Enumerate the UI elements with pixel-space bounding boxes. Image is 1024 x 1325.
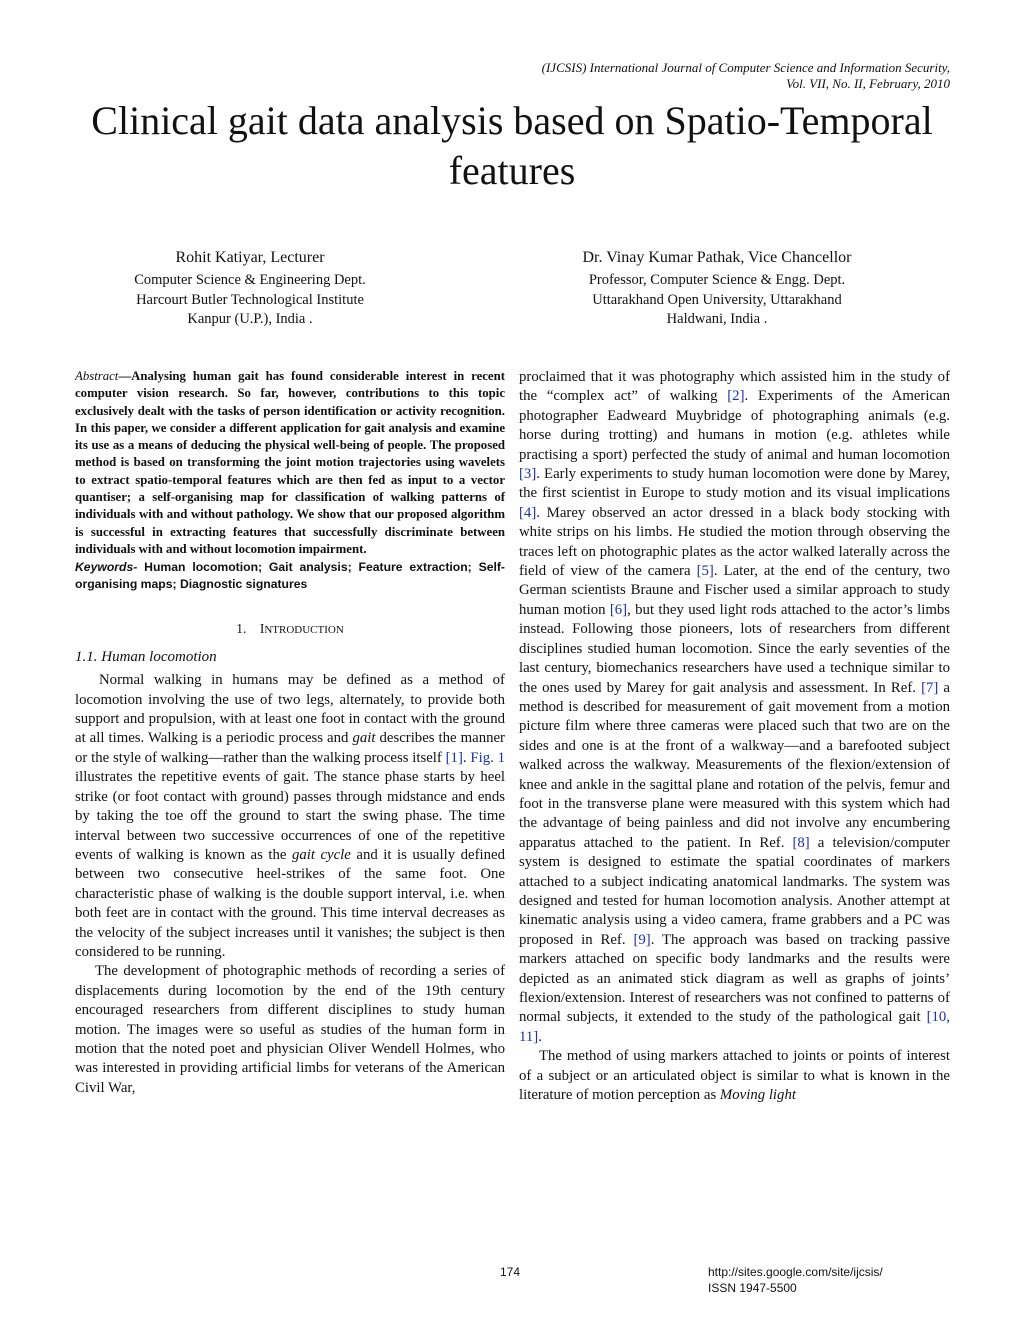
citation-link[interactable]: [3] bbox=[519, 466, 537, 483]
paper-title bbox=[60, 96, 964, 196]
author-name: Rohit Katiyar, Lecturer bbox=[175, 249, 325, 266]
author-place: Haldwani, India . bbox=[666, 311, 768, 327]
page-number: 174 bbox=[500, 1265, 521, 1279]
keywords-label: Keywords- bbox=[75, 560, 138, 575]
author-block-2 bbox=[527, 248, 907, 330]
author-name: Dr. Vinay Kumar Pathak, Vice Chancellor bbox=[582, 249, 852, 266]
abstract bbox=[75, 368, 505, 558]
journal-volume: Vol. VII, No. II, February, 2010 bbox=[786, 76, 950, 91]
author-dept: Professor, Computer Science & Engg. Dept. bbox=[588, 272, 846, 288]
citation-link[interactable]: [9] bbox=[633, 931, 651, 948]
text-run: , but they used light rods attached to the actor’s limbs instead. Following those pioneers, lots of researchers from different disciplines studied human locomotion. Since the early seventies of the last century, biomechanics researchers have used a technique similar to the ones used by Marey for gait analysis and assessment. In Ref. bbox=[519, 601, 950, 696]
text-run: . Marey observed an actor dressed in a black body stocking with white strips on his limbs. He studied the motion through observing the traces left on photographic plates as the actor walked laterally across the field of view of the camera bbox=[519, 504, 950, 580]
footer-url[interactable]: http://sites.google.com/site/ijcsis/ bbox=[708, 1265, 883, 1279]
citation-link[interactable]: [10, 11] bbox=[519, 1009, 950, 1045]
footer-info bbox=[708, 1264, 883, 1296]
text-run: Normal walking in humans may be defined as a method of locomotion involving the use of two legs, alternately, to provide both support and propulsion, with at least one foot in contact with the ground at all times. Walking is a periodic process and bbox=[75, 672, 505, 747]
paragraph bbox=[519, 368, 950, 1047]
text-run: . Experiments of the American photographer Eadweard Muybridge of photographing animals (e.g. horse during trotting) and humans in motion (e.g. athletes while practising a sport) perfected the study of animal and human locomotion bbox=[519, 388, 950, 463]
text-run: . Early experiments to study human locomotion were done by Marey, the first scientist in Europe to study motion and its visual implications bbox=[519, 466, 950, 502]
footer-issn: ISSN 1947-5500 bbox=[708, 1281, 797, 1295]
paragraph: The development of photographic methods of recording a series of displacements during locomotion by the end of the 19th century encouraged researchers from different disciplines to study human motion. The images were so useful as studies of the human form in motion that the noted poet and physician Oliver Wendell Holmes, who was interested in providing artificial limbs for veterans of the American Civil War, bbox=[75, 963, 505, 1096]
journal-name: (IJCSIS) International Journal of Computer Science and Information Security, bbox=[541, 60, 950, 75]
citation-link[interactable]: [4] bbox=[519, 504, 537, 521]
journal-header bbox=[542, 60, 950, 92]
author-institution: Uttarakhand Open University, Uttarakhand bbox=[592, 291, 842, 308]
keywords-text: Human locomotion; Gait analysis; Feature extraction; Self-organising maps; Diagnostic signatures bbox=[75, 560, 505, 592]
text-run: . The approach was based on tracking passive markers attached on specific body landmarks and the results were depicted as an animated stick diagram as well as graphs of joints’ flexion/extension. Interest of researchers was not confined to patterns of normal subjects, it extended to the study of the pathological gait bbox=[519, 931, 950, 1026]
author-institution: Harcourt Butler Technological Institute bbox=[136, 291, 364, 308]
author-place: Kanpur (U.P.), India . bbox=[187, 311, 313, 327]
text-run: a method is described for measurement of gait movement from a motion picture film where three cameras were placed such that two are on the sides and one is at the front of a walkway—and a barefooted subject walked across the walkway. Measurements of the flexion/extension of knee and ankle in the sagittal plane and rotation of the pelvis, femur and foot in the transverse plane were measured with this system which had the advantage of being painless and did not involve any encumbering apparatus attached to the patient. In Ref. bbox=[519, 679, 950, 851]
paragraph bbox=[75, 671, 505, 962]
section-number: 1. bbox=[236, 621, 247, 637]
citation-link[interactable]: [6] bbox=[609, 601, 628, 618]
section-title-rest: NTRODUCTION bbox=[264, 624, 344, 637]
text-run: . bbox=[462, 749, 471, 766]
text-run: The method of using markers attached to joints or points of interest of a subject or an articulated object is similar to what is known in the literature of motion perception as bbox=[519, 1048, 950, 1104]
text-run: and it is usually defined between two consecutive heel-strikes of the same foot. One characteristic phase of walking is the double support interval, i.e. when both feet are in contact with the ground. This time interval decreases as the velocity of the subject increases until it vanishes; the subject is then considered to be running. bbox=[75, 846, 505, 960]
text-run: . bbox=[538, 1028, 542, 1045]
section-heading bbox=[75, 621, 505, 637]
text-run: illustrates the repetitive events of gait. The stance phase starts by heel strike (or foot contact with ground) passes through midstance and ends by taking the toe off the ground to start the swing phase. The time interval between two successive occurrences of one of the repetitive events of walking is known as the bbox=[75, 769, 505, 863]
title-line-2: features bbox=[448, 148, 576, 193]
emphasis: gait cycle bbox=[291, 846, 351, 863]
subsection-heading: 1.1. Human locomotion bbox=[75, 649, 217, 666]
right-column bbox=[519, 368, 950, 1105]
citation-link[interactable]: [7] bbox=[921, 679, 939, 696]
section-title-initial: I bbox=[259, 621, 265, 637]
left-column bbox=[75, 368, 505, 1098]
text-run: describes the manner or the style of walking—rather than the walking process itself bbox=[75, 730, 505, 766]
text-run: proclaimed that it was photography which assisted him in the study of the “complex act” of walking bbox=[519, 369, 950, 405]
citation-link[interactable]: [2] bbox=[727, 388, 745, 405]
abstract-text: —Analysing human gait has found considerable interest in recent computer vision research. So far, however, contributions to this topic exclusively dealt with the tasks of person identification or activity recognition. In this paper, we consider a different application for gait analysis and examine its use as a means of deducing the physical well-being of people. The proposed method is based on transforming the joint motion trajectories using wavelets to extract spatio-temporal features which are then fed as input to a vector quantiser; a self-organising map for classification of walking patterns of individuals with and without pathology. We show that our proposed algorithm is successful in extracting features that successfully discriminate between individuals with and without locomotion impairment. bbox=[75, 369, 505, 556]
citation-link[interactable]: [1] bbox=[445, 749, 463, 766]
paragraph bbox=[519, 1047, 950, 1105]
citation-link[interactable]: [8] bbox=[792, 834, 810, 851]
text-run: a television/computer system is designed to estimate the spatial coordinates of markers attached to a subject indicating anatomical landmarks. The system was designed and tested for human locomotion analysis. Another attempt at kinematic analysis using a video camera, frame grabbers and a PC was proposed in Ref. bbox=[519, 834, 950, 948]
figure-link[interactable]: Fig. 1 bbox=[470, 749, 505, 766]
author-dept: Computer Science & Engineering Dept. bbox=[134, 272, 366, 288]
title-line-1: Clinical gait data analysis based on Spatio-Temporal bbox=[91, 98, 933, 143]
keywords bbox=[75, 559, 505, 593]
text-run: . Later, at the end of the century, two German scientists Braune and Fischer used a similar approach to study human motion bbox=[519, 563, 950, 618]
emphasis: gait bbox=[352, 730, 376, 747]
citation-link[interactable]: [5] bbox=[696, 563, 714, 580]
author-block-1 bbox=[60, 248, 440, 330]
emphasis: Moving light bbox=[719, 1087, 796, 1104]
abstract-label: Abstract bbox=[75, 369, 119, 383]
